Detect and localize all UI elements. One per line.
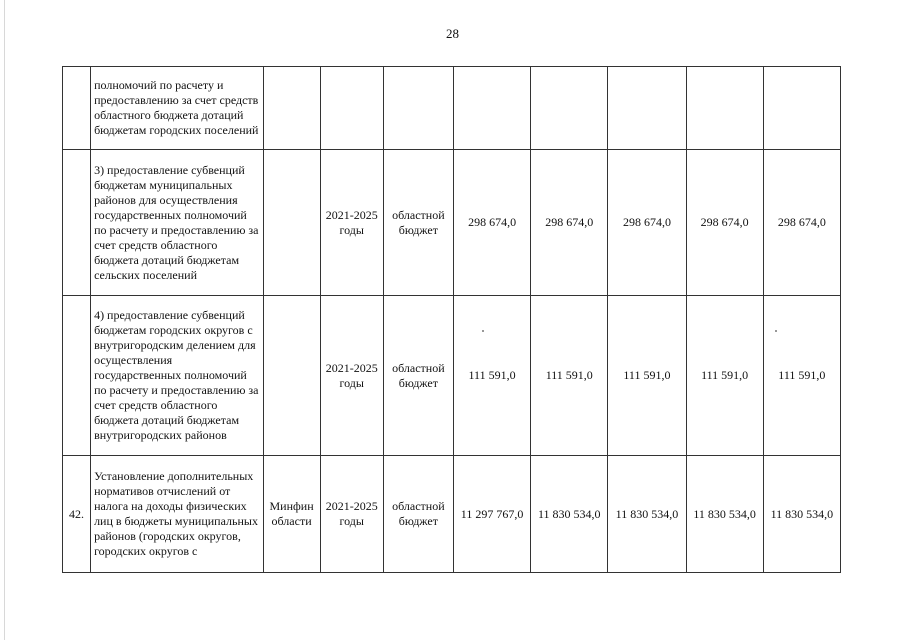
table-row: [63, 150, 841, 296]
table-row: [63, 67, 841, 150]
amount-year-4: 298 674,0: [686, 150, 763, 296]
executor-cell: Минфин области: [263, 456, 320, 573]
measure-description: 3) предоставление субвенций бюджетам муниципальных районов для осуществления государственных полномочий по расчету и предоставлению за счет средств областного бюджета дотаций бюджетам сельских поселений: [91, 150, 263, 296]
amount-year-2: 111 591,0: [531, 296, 608, 456]
row-number: [63, 296, 91, 456]
amount-year-2: [531, 67, 608, 150]
amount-year-3: 11 830 534,0: [608, 456, 686, 573]
amount-year-3: 298 674,0: [608, 150, 686, 296]
amount-year-1: 111 591,0: [453, 296, 530, 456]
funding-source-cell: областной бюджет: [383, 150, 453, 296]
measure-description: Установление дополнительных нормативов отчислений от налога на доходы физических лиц в бюджеты муниципальных районов (городских округов, городских округов с: [91, 456, 263, 573]
funding-source-cell: [383, 67, 453, 150]
amount-year-1: [453, 67, 530, 150]
amount-year-4: 111 591,0: [686, 296, 763, 456]
amount-year-5: 11 830 534,0: [763, 456, 840, 573]
amount-year-5: 111 591,0: [763, 296, 840, 456]
amount-year-4: 11 830 534,0: [686, 456, 763, 573]
measure-description: 4) предоставление субвенций бюджетам городских округов с внутригородским делением для осуществления государственных полномочий по расчету и предоставлению за счет средств областного бюджета дотаций бюджетам внутригородских районов: [91, 296, 263, 456]
executor-cell: [263, 67, 320, 150]
page-number: 28: [446, 26, 459, 41]
amount-year-3: [608, 67, 686, 150]
table-row: [63, 296, 841, 456]
executor-cell: [263, 150, 320, 296]
period-cell: [320, 67, 383, 150]
amount-year-5: 298 674,0: [763, 150, 840, 296]
measure-description: полномочий по расчету и предоставлению за счет средств областного бюджета дотаций бюджетам городских поселений: [91, 67, 263, 150]
row-number: [63, 67, 91, 150]
amount-year-3: 111 591,0: [608, 296, 686, 456]
amount-year-4: [686, 67, 763, 150]
page-edge-line: [4, 0, 5, 640]
period-cell: 2021-2025 годы: [320, 456, 383, 573]
row-number: 42.: [63, 456, 91, 573]
amount-year-1: 11 297 767,0: [453, 456, 530, 573]
amount-year-1: 298 674,0: [453, 150, 530, 296]
period-cell: 2021-2025 годы: [320, 296, 383, 456]
period-cell: 2021-2025 годы: [320, 150, 383, 296]
table-row: [63, 456, 841, 573]
amount-year-2: 298 674,0: [531, 150, 608, 296]
amount-year-5: [763, 67, 840, 150]
row-number: [63, 150, 91, 296]
funding-source-cell: областной бюджет: [383, 456, 453, 573]
amount-year-2: 11 830 534,0: [531, 456, 608, 573]
budget-table: [62, 66, 841, 573]
executor-cell: [263, 296, 320, 456]
funding-source-cell: областной бюджет: [383, 296, 453, 456]
scan-speck: [482, 330, 484, 332]
scan-speck: [775, 330, 777, 332]
